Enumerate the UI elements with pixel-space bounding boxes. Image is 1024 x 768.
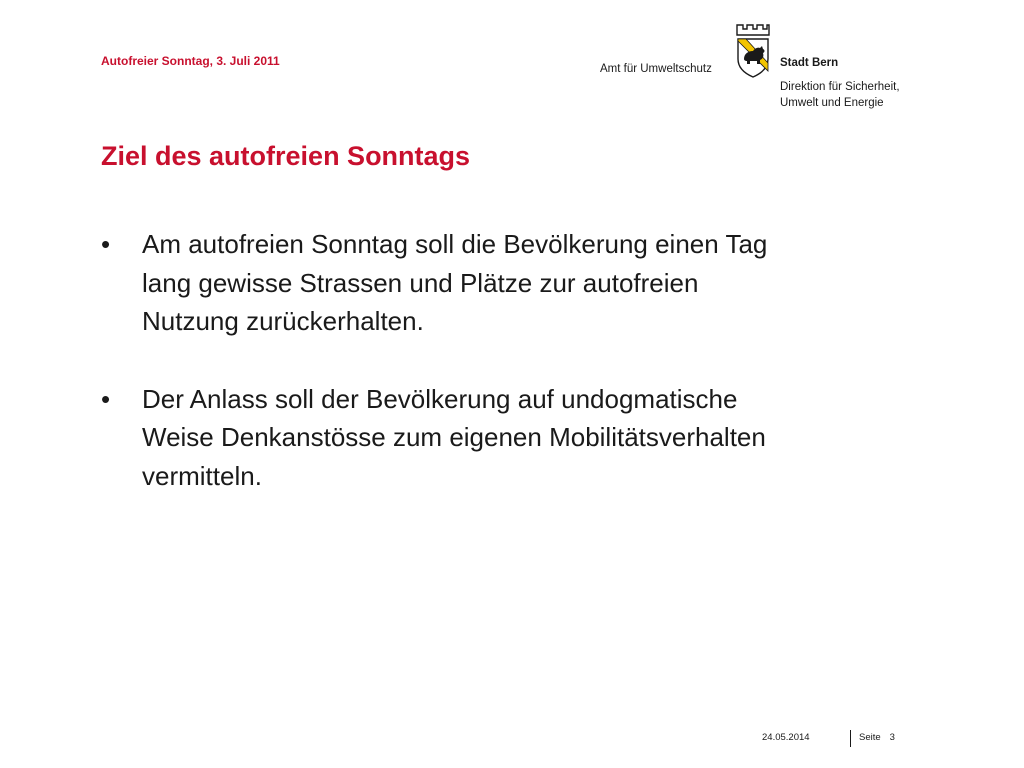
bullet-text [142, 225, 921, 341]
bullet-item [101, 380, 921, 496]
bullet-dot: • [101, 383, 111, 414]
bullet-line: lang gewisse Strassen und Plätze zur autofreien [142, 267, 699, 298]
directorate-line: Umwelt und Energie [780, 97, 884, 109]
bullet-dot: • [101, 229, 111, 259]
bullet-list [101, 225, 921, 534]
coat-crown [737, 25, 769, 35]
bullet-line: vermitteln. [142, 460, 262, 491]
directorate [780, 79, 900, 111]
org-name: Stadt Bern [780, 57, 839, 69]
bullet-line: Nutzung zurückerhalten. [142, 306, 424, 336]
page-number: 3 [889, 732, 895, 743]
event-title: Autofreier Sonntag, 3. Juli 2011 [101, 54, 280, 68]
footer-date: 24.05.2014 [762, 732, 810, 743]
directorate-line: Direktion für Sicherheit, [780, 81, 900, 93]
office-name: Amt für Umweltschutz [600, 63, 712, 75]
bullet-line: Der Anlass soll der Bevölkerung auf undogmatische [142, 383, 738, 414]
slide-title: Ziel des autofreien Sonntags [101, 141, 471, 171]
bullet-line: Am autofreien Sonntag soll die Bevölkerung einen Tag [142, 229, 768, 259]
footer-page [859, 732, 895, 743]
bern-coat-of-arms-icon [733, 23, 773, 79]
bullet-line: Weise Denkanstösse zum eigenen Mobilitätsverhalten [142, 422, 766, 452]
bullet-text [142, 380, 921, 496]
page-label: Seite [859, 732, 881, 743]
bullet-item [101, 225, 921, 341]
footer-divider [850, 730, 851, 747]
